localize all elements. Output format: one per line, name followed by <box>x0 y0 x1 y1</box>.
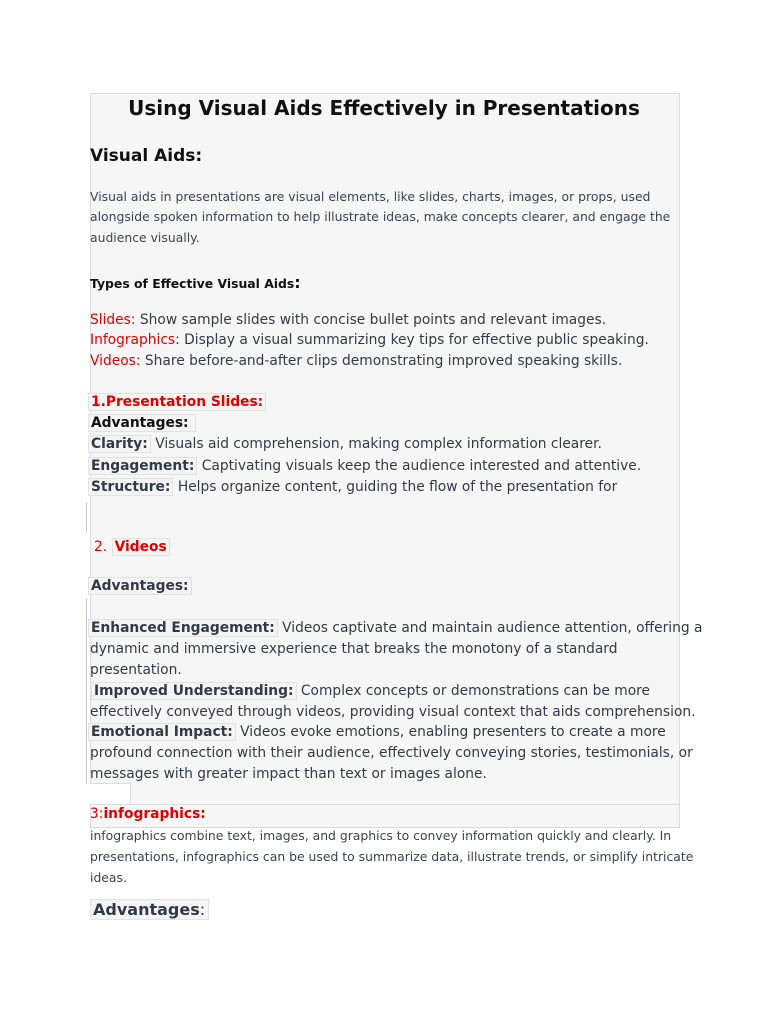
videos-emotional-line-3: messages with greater impact than text or images alone. <box>90 766 487 782</box>
item-text: Visuals aid comprehension, making complex information clearer. <box>150 436 602 452</box>
infographics-heading-text: infographics: <box>103 806 206 822</box>
visual-aids-line-3: audience visually. <box>90 230 200 245</box>
item-text: Videos evoke emotions, enabling presenters to create a more <box>235 724 666 740</box>
slides-item-clarity <box>88 436 602 452</box>
videos-section-heading <box>94 539 170 555</box>
item-label: Clarity: <box>88 435 151 453</box>
videos-understanding-line-2: effectively conveyed through videos, providing visual context that aids comprehension. <box>90 704 696 720</box>
infographics-number: 3: <box>90 806 104 822</box>
infographics-line-2: presentations, infographics can be used to summarize data, illustrate trends, or simplify intricate <box>90 849 694 864</box>
visual-aids-line-1: Visual aids in presentations are visual elements, like slides, charts, images, or props, used <box>90 189 651 204</box>
videos-emotional-line-2: profound connection with their audience, effectively conveying stories, testimonials, or <box>90 745 693 761</box>
slides-item-engagement <box>88 458 641 474</box>
videos-engagement-line-3: presentation. <box>90 662 182 678</box>
types-heading-colon: : <box>294 273 301 292</box>
type-label: Videos: <box>90 353 141 369</box>
slides-item-structure <box>88 479 617 495</box>
item-label: Structure: <box>88 478 173 496</box>
slides-advantages-label: Advantages: <box>88 414 196 432</box>
infographics-section-heading <box>90 806 206 822</box>
videos-emotional-line-1 <box>90 722 666 743</box>
type-item-infographics <box>90 332 649 348</box>
item-label: Engagement: <box>88 457 197 475</box>
margin-line <box>86 502 87 532</box>
videos-number: 2. <box>94 539 112 555</box>
item-text: Helps organize content, guiding the flow of the presentation for <box>173 479 618 495</box>
visual-aids-heading: Visual Aids: <box>90 146 203 166</box>
margin-line <box>86 598 87 784</box>
videos-advantages-label: Advantages: <box>88 577 192 595</box>
videos-advantages <box>88 578 192 594</box>
item-text: Videos captivate and maintain audience attention, offering a <box>277 620 703 636</box>
slides-advantages <box>88 415 196 431</box>
page-title: Using Visual Aids Effectively in Presentations <box>128 96 640 120</box>
visual-aids-line-2: alongside spoken information to help illustrate ideas, make concepts clearer, and engage the <box>90 209 671 224</box>
item-label: Enhanced Engagement: <box>88 619 278 637</box>
infographics-advantages <box>90 900 209 919</box>
infographics-advantages-colon: : <box>199 900 206 919</box>
infographics-line-3: ideas. <box>90 870 127 885</box>
type-text: Share before-and-after clips demonstrating improved speaking skills. <box>140 353 623 369</box>
infographics-line-1: infographics combine text, images, and graphics to convey information quickly and clearly. In <box>90 828 672 843</box>
videos-engagement-line-1 <box>90 618 702 639</box>
type-label: Infographics <box>90 332 176 348</box>
type-item-videos <box>90 353 622 369</box>
slides-section-heading <box>88 394 266 410</box>
type-text: Show sample slides with concise bullet points and relevant images. <box>135 312 607 328</box>
item-text: Complex concepts or demonstrations can be more <box>296 683 651 699</box>
infographics-advantages-label: Advantages <box>93 900 200 919</box>
videos-heading-text: Videos <box>112 538 170 556</box>
type-label: Slides: <box>90 312 136 328</box>
infographics-advantages-box <box>90 899 209 920</box>
videos-understanding-line-1 <box>90 681 650 702</box>
slides-heading-text: 1.Presentation Slides: <box>88 393 266 411</box>
types-heading-text: Types of Effective Visual Aids <box>90 276 295 291</box>
videos-engagement-line-2: dynamic and immersive experience that breaks the monotony of a standard <box>90 641 618 657</box>
types-heading <box>90 273 301 292</box>
type-item-slides <box>90 312 606 328</box>
item-label: Emotional Impact: <box>88 723 236 741</box>
type-text: : Display a visual summarizing key tips for effective public speaking. <box>175 332 649 348</box>
item-label: Improved Understanding: <box>91 682 297 700</box>
item-text: Captivating visuals keep the audience interested and attentive. <box>197 458 642 474</box>
panel-strip <box>130 782 680 805</box>
